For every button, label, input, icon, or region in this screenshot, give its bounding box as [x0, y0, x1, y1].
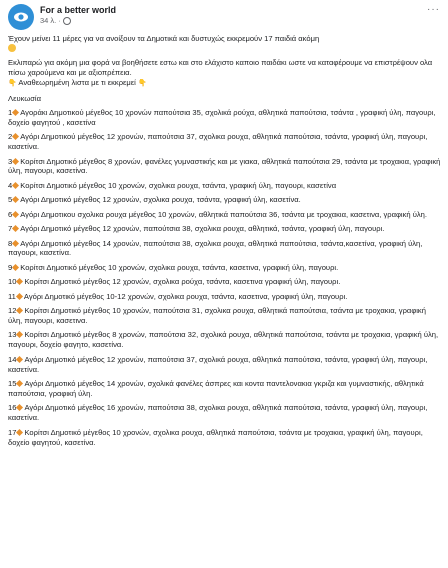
orange-diamond-icon — [16, 356, 23, 363]
item-text: Αγοράκι Δημοτικού μέγεθος 10 χρονών παπούτσια 35, σχολικά ρούχα, αθλητικά παπούτσια, τσάντα , γραφική ύλη, παγουρι, δοχείο φαγητού , κασετίνα — [8, 107, 436, 127]
orange-diamond-icon — [16, 429, 23, 436]
item-text: Αγόρι Δημοτικό μέγεθος 14 χρονών, παπούτσια 38, σχολικα ρουχα, αθλητικά παπούτσια, τσάντα,κασετίνα, γραφική ύλη, παγουρι, κασετίνα. — [8, 238, 423, 258]
orange-diamond-icon — [16, 404, 23, 411]
item-number: 2 — [8, 132, 13, 142]
item-number: 7 — [8, 224, 13, 234]
page-avatar[interactable] — [8, 4, 34, 30]
pointing-down-icon: 👇 — [138, 80, 147, 88]
orange-diamond-icon — [16, 293, 23, 300]
list-item — [8, 330, 442, 350]
item-text: Κορίτσι Δημοτικό μέγεθος 10 χρονών, σχολικα ρουχα, τσάντα, γραφική ύλη, παγουρι, κασετίνα — [20, 180, 337, 190]
list-item — [8, 355, 442, 375]
item-number: 5 — [8, 195, 13, 205]
orange-diamond-icon — [12, 225, 19, 232]
list-item — [8, 132, 442, 152]
list-item — [8, 428, 442, 448]
item-text: Αγόρι Δημοτικό μέγεθος 16 χρονών, παπούτσια 38, σχολικα ρουχα, αθλητικά παπούτσια, τσάντα, γραφική ύλη, παγουρι, κασετίνα. — [8, 403, 428, 423]
orange-diamond-icon — [12, 182, 19, 189]
item-number: 1 — [8, 107, 13, 117]
item-text: Αγόρι Δημοτικό μέγεθος 12 χρονών, σχολικα ρουχα, τσάντα, γραφική ύλη, κασετίνα. — [20, 195, 301, 205]
item-text: Κορίτσι Δημοτικό μέγεθος 12 χρονών, σχολικα ρούχα, τσάντα, κασετινα γραφική ύλη, παγουρι. — [24, 277, 341, 287]
item-number: 11 — [8, 291, 16, 301]
sad-face-emoji-icon — [8, 44, 16, 52]
orange-diamond-icon — [12, 264, 19, 271]
orange-diamond-icon — [16, 307, 23, 314]
item-number: 12 — [8, 306, 17, 316]
item-number: 9 — [8, 262, 13, 272]
item-text: Αγόρι Δημοτικό μέγεθος 12 χρονών, παπούτσια 37, σχολικά ρουχα, αθλητικά παπούτσια, τσάντα, γραφική ύλη, παγουρι, κασετίνα. — [8, 354, 428, 374]
orange-diamond-icon — [12, 158, 19, 165]
post-content — [8, 34, 442, 447]
orange-diamond-icon — [12, 133, 19, 140]
list-item — [8, 263, 442, 273]
list-item — [8, 224, 442, 234]
item-text: Αγόρι Δημοτικό μέγεθος 14 χρονών, σχολικά φανέλες άσπρες και κοντα παντελονακια γκριζα και γυμναστικής, αθλητικά παπούτσια, γραφική ύλη. — [8, 378, 424, 398]
item-number: 15 — [8, 378, 17, 388]
item-text: Κορίτσι Δημοτικό μέγεθος 10 χρονών, παπούτσια 31, σχολικα ρουχα, αθλητικά παπούτσια, τσάντα με τροχακια, γραφική ύλη, παγουρι, κασετινα. — [8, 306, 426, 325]
item-text: Αγόρι Δημοτικου σχολικα ρουχα μέγεθος 10 χρονών, αθλητικά παπούτσια 36, τσάντα με τροχακια, κασετινα, γραφική ύλη. — [20, 209, 428, 219]
orange-diamond-icon — [12, 239, 19, 246]
orange-diamond-icon — [12, 211, 19, 218]
item-number: 3 — [8, 156, 13, 166]
list-item — [8, 239, 442, 259]
eye-logo-icon — [13, 11, 29, 23]
item-text: Κορίτσι Δημοτικό μέγεθος 8 χρονών, φανέλες γυμναστικής και με γιακα, αθλητικά παπούτσια 29, τσάντα με τροχακια, γραφική ύλη, παγουρι, κασετίνα. — [8, 156, 441, 176]
list-item — [8, 292, 442, 302]
intro-line-1: Έχουν μείνει 11 μέρες για να ανοίξουν τα Δημοτικά και δυστυχώς εκκρεμούν 17 παιδιά ακόμη — [8, 34, 442, 54]
item-text: Κορίτσι Δημοτικό μέγεθος 10 χρονών, σχολικα ρουχα, τσάντα, κασετινα, γραφική ύλη, παγουρι. — [20, 262, 339, 272]
item-text: Αγόρι Δημοτικού μέγεθος 12 χρονών, παπούτσια 37, σχολικα ρουχα, αθλητικά παπούτσια, τσάντα, γραφική ύλη, παγουρι, κασετίνα. — [8, 132, 428, 152]
post-header — [8, 4, 442, 34]
item-number: 17 — [8, 427, 17, 437]
items-list — [8, 108, 442, 447]
item-number: 6 — [8, 209, 13, 219]
globe-icon — [63, 17, 71, 25]
item-text: Αγόρι Δημοτικό μέγεθος 10-12 χρονών, σχολικα ρουχα, τσάντα, κασετινα, γραφική ύλη, παγουρι. — [23, 291, 348, 301]
section-title: Λευκωσία — [8, 93, 42, 103]
list-item — [8, 157, 442, 177]
list-item — [8, 108, 442, 128]
list-item — [8, 277, 442, 287]
dot-separator: · — [58, 16, 61, 25]
orange-diamond-icon — [16, 380, 23, 387]
list-item — [8, 403, 442, 423]
item-number: 14 — [8, 354, 17, 364]
item-number: 8 — [8, 238, 13, 248]
pointing-down-icon: 👇 — [8, 80, 17, 88]
orange-diamond-icon — [16, 278, 23, 285]
post-meta — [40, 16, 116, 26]
item-number: 4 — [8, 180, 13, 190]
list-item — [8, 181, 442, 191]
list-item — [8, 210, 442, 220]
page-name-link[interactable]: For a better world — [40, 5, 117, 15]
orange-diamond-icon — [12, 109, 19, 116]
post-time[interactable]: 34 λ. — [40, 16, 57, 25]
item-number: 16 — [8, 403, 17, 413]
item-text: Κορίτσι Δημοτικό μέγεθος 10 χρονών, σχολικα ρουχα, αθλητικά παπούτσια, τσάντα με τροχακια, γραφική ύλη, παγουρι, δοχείο φαγητού, κασετίνα. — [8, 427, 423, 447]
item-text: Κορίτσι Δημοτικό μέγεθος 8 χρονών, παπούτσια 32, σχολικά ρουχα, αθλητικά παπούτσια, τσάντα με τροχακια, γραφική ύλη, παγουρι, δοχείο φαγητο, κασετίνα. — [8, 330, 439, 350]
orange-diamond-icon — [12, 196, 19, 203]
list-item — [8, 306, 442, 326]
more-options-button[interactable]: ··· — [427, 4, 440, 15]
item-text: Αγόρι Δημοτικό μέγεθος 12 χρονών, παπούτσια 38, σχολικα ρουχα, αθλητικά, τσάντα, γραφική ύλη, παγουρι. — [20, 224, 385, 234]
item-number: 10 — [8, 277, 17, 287]
list-item — [8, 195, 442, 205]
intro-line-2: Εκλιπαρώ για ακόμη μια φορά να βοηθήσετε εστω και στο ελάχιστο καποιο παιδάκι ωστε να καταφέρουμε να επιστρέψουν ολα πίσω χαρούμενα και με αξιοπρέπεια. — [8, 58, 433, 78]
orange-diamond-icon — [16, 331, 23, 338]
list-item — [8, 379, 442, 399]
intro-line-3: 👇 Αναθεωρημένη λιστα με τι εκκρεμεί 👇 — [8, 78, 147, 88]
item-number: 13 — [8, 330, 17, 340]
